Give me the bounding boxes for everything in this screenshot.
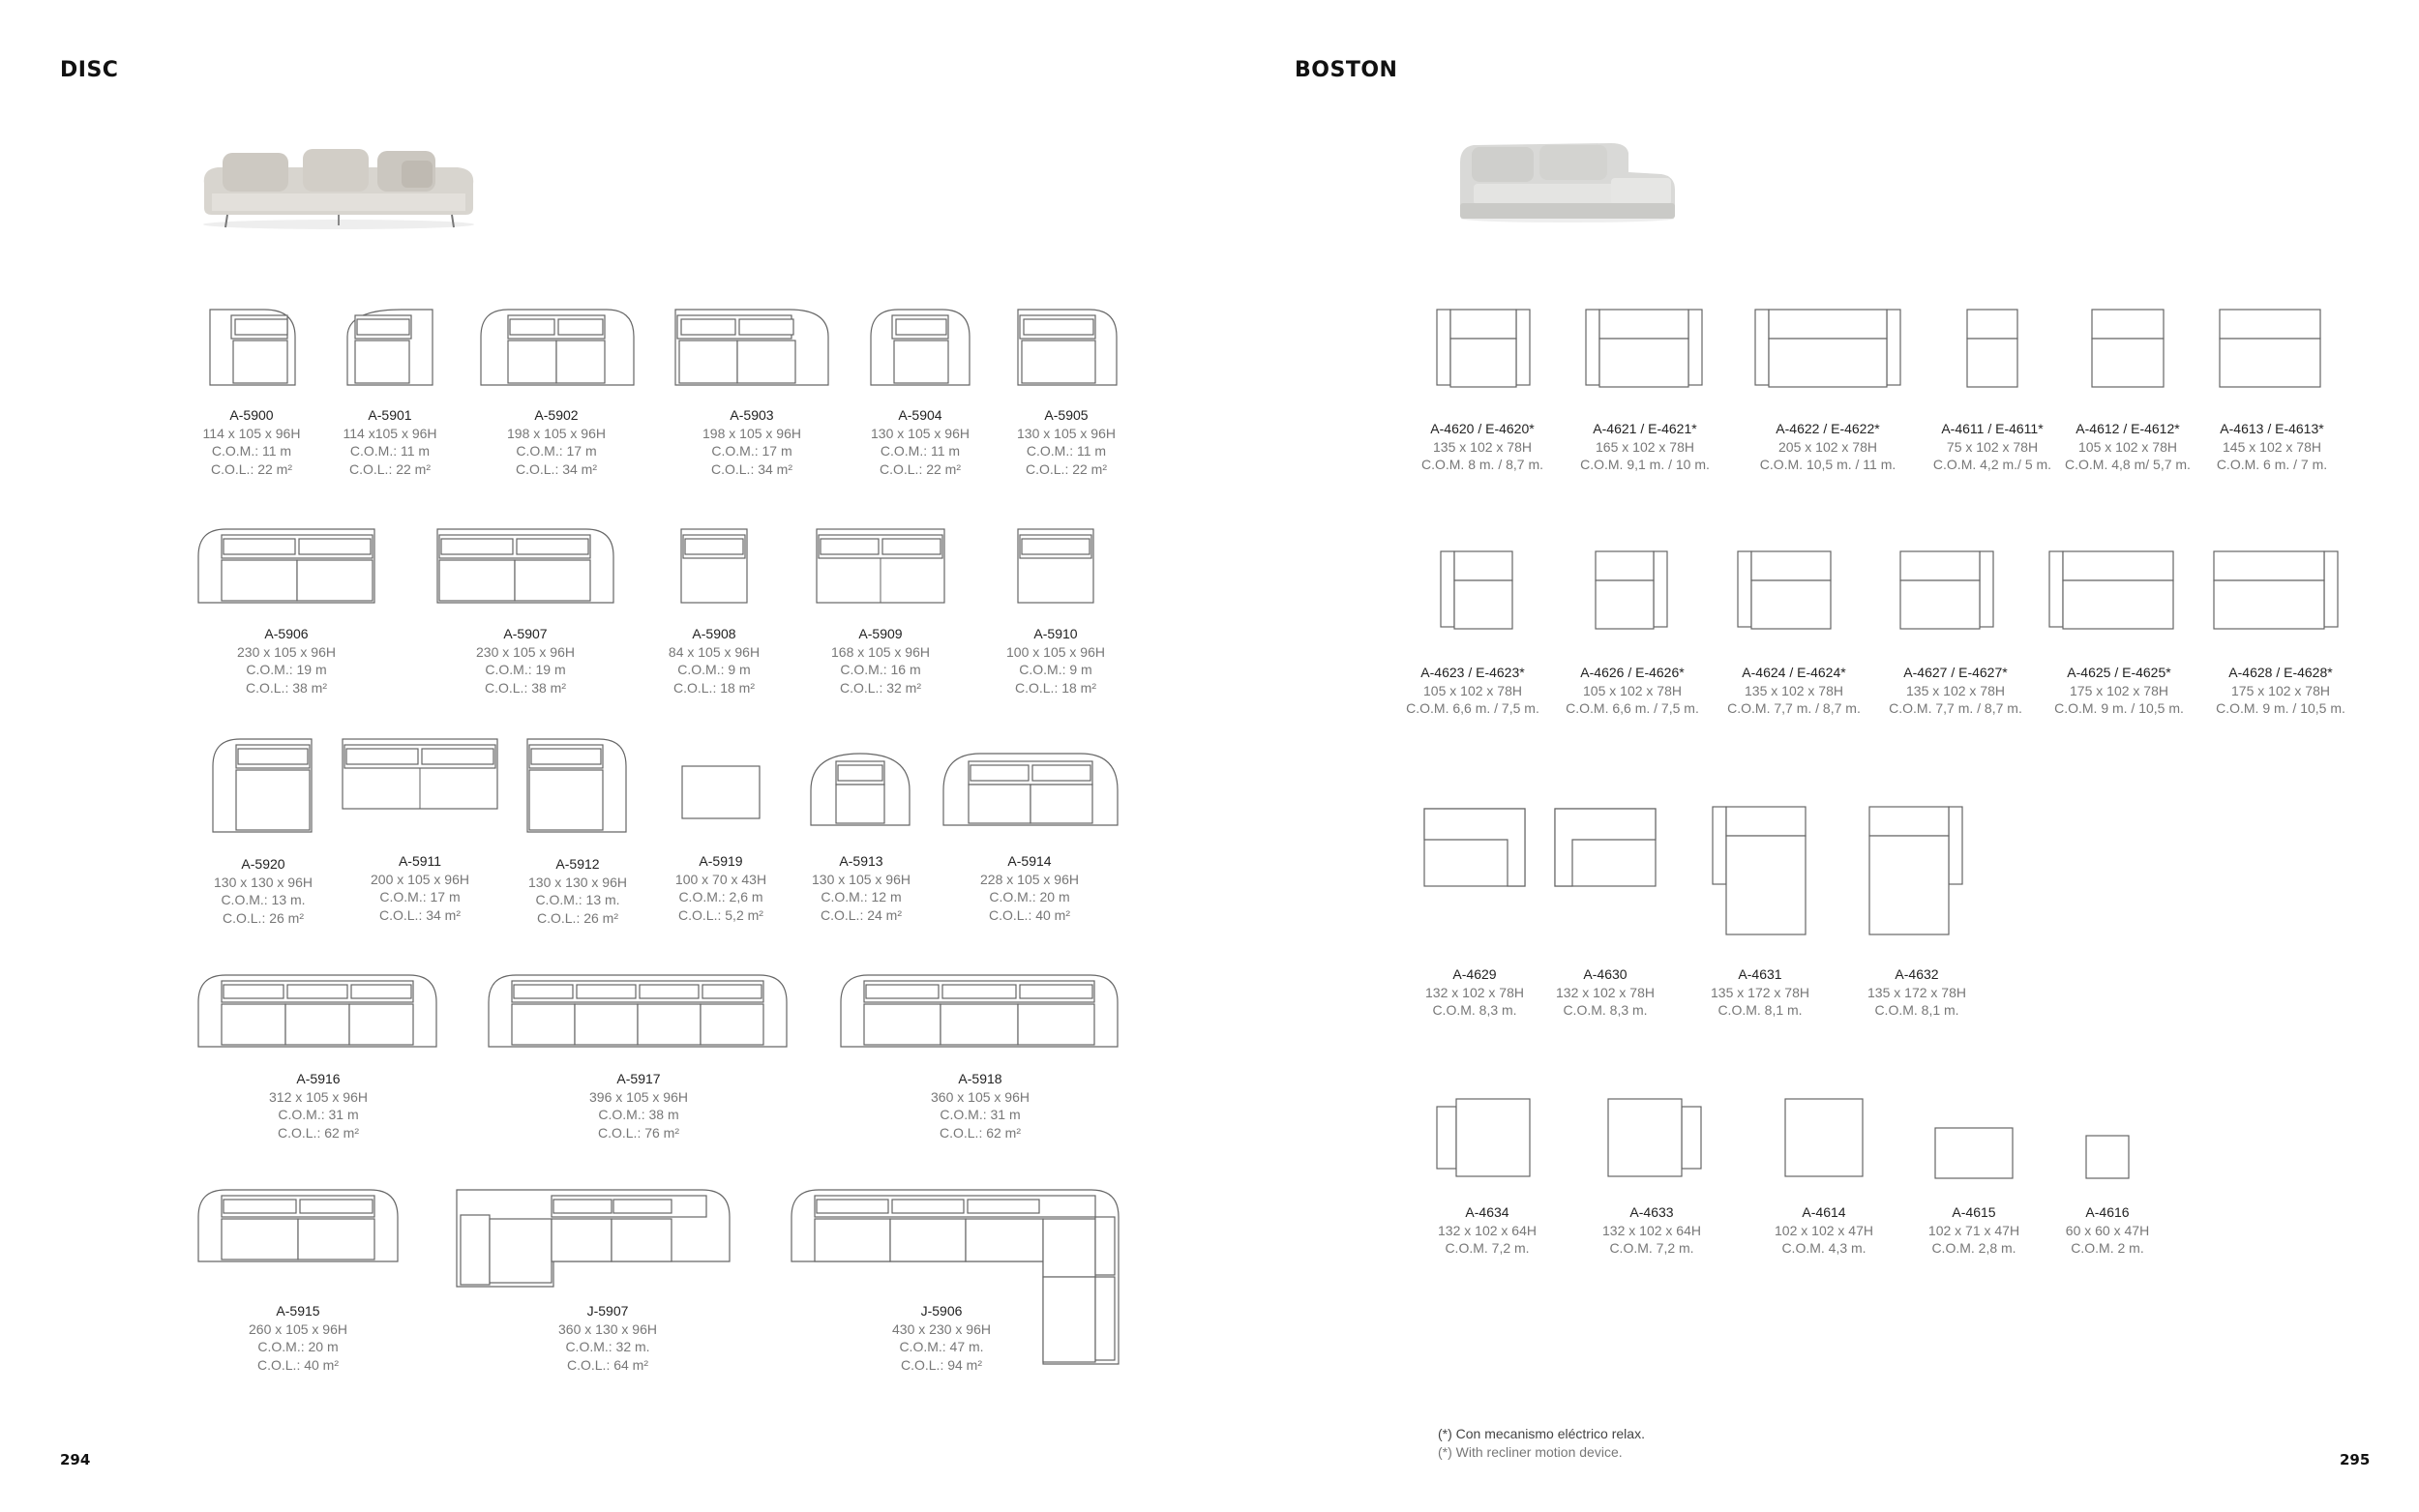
item-code: A-4632 — [1895, 966, 1939, 982]
item-j5907 — [511, 1302, 704, 1374]
item-dims: 105 x 102 x 78H — [1423, 682, 1522, 698]
boston-a4633-drawing — [1606, 1097, 1705, 1180]
item-dims: 200 x 105 x 96H — [371, 871, 469, 887]
item-col: C.O.L.: 94 m² — [900, 1356, 983, 1373]
item-a4632 — [1820, 965, 2014, 1020]
item-code: A-4628 / E-4628* — [2228, 665, 2333, 680]
item-com: C.O.M.: 11 m — [1026, 443, 1107, 459]
disc-a5907-drawing — [435, 527, 615, 605]
item-code: A-4612 / E-4612* — [2076, 421, 2180, 436]
item-code: A-4611 / E-4611* — [1941, 421, 2044, 436]
item-com: C.O.M.: 11 m — [349, 443, 431, 459]
item-code: A-5916 — [296, 1071, 341, 1086]
item-com: C.O.M.: 17 m — [379, 889, 461, 904]
item-code: A-5915 — [276, 1303, 320, 1319]
item-code: A-4631 — [1738, 966, 1782, 982]
boston-a4628-drawing — [2212, 549, 2342, 633]
item-code: A-5906 — [264, 626, 309, 641]
item-com: C.O.M. 8,3 m. — [1563, 1002, 1648, 1018]
boston-a4627-drawing — [1898, 549, 1997, 633]
item-code: A-4622 / E-4622* — [1776, 421, 1880, 436]
boston-a4626-drawing — [1594, 549, 1671, 633]
item-a5913 — [764, 852, 958, 924]
item-com: C.O.M.: 38 m — [598, 1107, 679, 1122]
item-code: A-4624 / E-4624* — [1742, 665, 1846, 680]
item-col: C.O.L.: 26 m² — [536, 909, 619, 926]
item-code: A-4614 — [1802, 1204, 1846, 1220]
item-dims: 132 x 102 x 64H — [1602, 1222, 1701, 1238]
boston-a4611-drawing — [1965, 308, 2019, 391]
item-com: C.O.M. 9 m. / 10,5 m. — [2216, 700, 2345, 716]
item-col: C.O.L.: 32 m² — [839, 679, 922, 696]
item-dims: 135 x 102 x 78H — [1433, 438, 1532, 455]
item-a5907 — [429, 625, 622, 697]
item-code: A-5904 — [898, 407, 942, 423]
disc-a5901-drawing — [345, 308, 434, 387]
boston-a4621-drawing — [1584, 308, 1704, 391]
disc-a5906-drawing — [196, 527, 376, 605]
item-col: C.O.L.: 40 m² — [988, 906, 1071, 923]
item-dims: 105 x 102 x 78H — [2078, 438, 2177, 455]
item-code: A-5909 — [858, 626, 903, 641]
item-a5905 — [970, 406, 1163, 478]
disc-j5907-drawing — [455, 1188, 732, 1289]
item-col: C.O.L.: 22 m² — [210, 460, 293, 477]
item-com: C.O.M.: 20 m — [989, 889, 1070, 904]
item-com: C.O.M. 2,8 m. — [1931, 1240, 2016, 1256]
item-dims: 175 x 102 x 78H — [2231, 682, 2330, 698]
item-dims: 132 x 102 x 64H — [1438, 1222, 1537, 1238]
item-col: C.O.L.: 40 m² — [256, 1356, 340, 1373]
disc-a5915-drawing — [196, 1188, 400, 1263]
item-code: A-4621 / E-4621* — [1593, 421, 1697, 436]
disc-a5919-drawing — [680, 764, 762, 820]
item-dims: 175 x 102 x 78H — [2070, 682, 2168, 698]
item-col: C.O.L.: 34 m² — [710, 460, 793, 477]
item-code: A-5903 — [730, 407, 774, 423]
item-code: J-5906 — [920, 1303, 963, 1319]
disc-a5909-drawing — [815, 527, 946, 605]
item-code: A-4620 / E-4620* — [1430, 421, 1535, 436]
item-col: C.O.L.: 76 m² — [597, 1124, 680, 1141]
item-dims: 165 x 102 x 78H — [1596, 438, 1694, 455]
item-code: A-4634 — [1465, 1204, 1509, 1220]
item-com: C.O.M.: 20 m — [257, 1339, 339, 1354]
boston-a4616-drawing — [2084, 1134, 2131, 1180]
item-dims: 228 x 105 x 96H — [980, 871, 1079, 887]
item-dims: 135 x 102 x 78H — [1745, 682, 1843, 698]
boston-a4614-drawing — [1783, 1097, 1865, 1180]
item-code: A-5910 — [1033, 626, 1078, 641]
boston-a4623-drawing — [1439, 549, 1516, 633]
item-com: C.O.M.: 17 m — [516, 443, 597, 459]
disc-sofa-photo — [198, 135, 479, 232]
item-com: C.O.M. 6,6 m. / 7,5 m. — [1566, 700, 1699, 716]
page-title-boston: BOSTON — [1295, 58, 1398, 82]
item-a5918 — [883, 1070, 1077, 1141]
item-a5902 — [460, 406, 653, 478]
item-a5914 — [933, 852, 1126, 924]
item-code: A-5920 — [241, 856, 285, 872]
disc-a5914-drawing — [941, 752, 1120, 827]
boston-a4625-drawing — [2047, 549, 2177, 633]
item-dims: 130 x 105 x 96H — [812, 871, 911, 887]
item-col: C.O.L.: 22 m² — [879, 460, 962, 477]
disc-a5916-drawing — [196, 973, 438, 1049]
item-com: C.O.M. 7,7 m. / 8,7 m. — [1727, 700, 1861, 716]
item-col: C.O.L.: 22 m² — [1025, 460, 1108, 477]
item-col: C.O.L.: 24 m² — [820, 906, 903, 923]
item-dims: 84 x 105 x 96H — [668, 643, 761, 660]
item-a5910 — [959, 625, 1152, 697]
item-com: C.O.M.: 17 m — [711, 443, 792, 459]
item-code: A-5911 — [398, 853, 442, 869]
item-com: C.O.M. 8,1 m. — [1717, 1002, 1803, 1018]
disc-a5913-drawing — [809, 752, 911, 827]
item-com: C.O.M. 8 m. / 8,7 m. — [1420, 457, 1544, 472]
item-com: C.O.M.: 12 m — [821, 889, 902, 904]
disc-a5918-drawing — [839, 973, 1120, 1049]
disc-a5902-drawing — [479, 308, 636, 387]
item-com: C.O.M. 6 m. / 7 m. — [2216, 457, 2328, 472]
disc-a5905-drawing — [1016, 308, 1119, 387]
item-col: C.O.L.: 64 m² — [566, 1356, 649, 1373]
item-com: C.O.M. 4,8 m/ 5,7 m. — [2065, 457, 2191, 472]
item-com: C.O.M. 10,5 m. / 11 m. — [1759, 457, 1896, 472]
item-col: C.O.L.: 18 m² — [672, 679, 756, 696]
boston-sofa-photo — [1456, 133, 1679, 224]
item-col: C.O.L.: 38 m² — [245, 679, 328, 696]
item-code: A-5919 — [699, 853, 743, 869]
item-code: A-5908 — [692, 626, 736, 641]
disc-a5910-drawing — [1016, 527, 1095, 605]
item-dims: 130 x 105 x 96H — [871, 425, 970, 441]
item-dims: 396 x 105 x 96H — [589, 1088, 688, 1105]
item-code: A-5914 — [1007, 853, 1052, 869]
item-dims: 105 x 102 x 78H — [1583, 682, 1682, 698]
item-com: C.O.M.: 47 m. — [899, 1339, 984, 1354]
item-code: A-4625 / E-4625* — [2067, 665, 2171, 680]
item-code: A-4630 — [1583, 966, 1628, 982]
item-dims: 100 x 105 x 96H — [1006, 643, 1105, 660]
item-code: A-5902 — [534, 407, 579, 423]
item-com: C.O.M.: 11 m — [880, 443, 961, 459]
item-dims: 168 x 105 x 96H — [831, 643, 930, 660]
item-com: C.O.M.: 19 m — [246, 662, 327, 677]
boston-a4612-drawing — [2090, 308, 2165, 391]
item-a4613 — [2175, 420, 2369, 474]
item-dims: 60 x 60 x 47H — [2065, 1222, 2150, 1238]
item-dims: 260 x 105 x 96H — [249, 1320, 347, 1337]
item-dims: 135 x 172 x 78H — [1711, 984, 1809, 1000]
item-com: C.O.M.: 9 m — [1019, 662, 1092, 677]
item-col: C.O.L.: 22 m² — [348, 460, 432, 477]
item-col: C.O.L.: 5,2 m² — [678, 906, 763, 923]
boston-a4631-drawing — [1711, 805, 1809, 938]
item-code: A-5912 — [555, 856, 600, 872]
item-com: C.O.M.: 13 m. — [221, 892, 306, 907]
item-dims: 132 x 102 x 78H — [1556, 984, 1655, 1000]
item-com: C.O.M.: 31 m — [278, 1107, 359, 1122]
boston-a4630-drawing — [1553, 807, 1657, 890]
item-com: C.O.M. 8,3 m. — [1432, 1002, 1517, 1018]
item-dims: 114 x 105 x 96H — [202, 425, 301, 441]
item-col: C.O.L.: 62 m² — [277, 1124, 360, 1141]
item-dims: 100 x 70 x 43H — [674, 871, 767, 887]
item-code: A-5917 — [616, 1071, 661, 1086]
item-com: C.O.M. 9 m. / 10,5 m. — [2054, 700, 2184, 716]
item-col: C.O.L.: 34 m² — [378, 906, 462, 923]
item-a4628 — [2184, 664, 2377, 718]
item-a5915 — [201, 1302, 395, 1374]
item-col: C.O.L.: 38 m² — [484, 679, 567, 696]
item-a5903 — [655, 406, 849, 478]
item-com: C.O.M. 8,1 m. — [1874, 1002, 1959, 1018]
item-dims: 312 x 105 x 96H — [269, 1088, 368, 1105]
item-dims: 130 x 130 x 96H — [528, 874, 627, 890]
item-dims: 145 x 102 x 78H — [2223, 438, 2321, 455]
item-code: A-5901 — [368, 407, 412, 423]
item-dims: 360 x 105 x 96H — [931, 1088, 1030, 1105]
item-dims: 135 x 172 x 78H — [1867, 984, 1966, 1000]
item-com: C.O.M.: 9 m — [677, 662, 751, 677]
item-dims: 360 x 130 x 96H — [558, 1320, 657, 1337]
boston-a4622-drawing — [1753, 308, 1902, 391]
item-com: C.O.M. 7,7 m. / 8,7 m. — [1889, 700, 2022, 716]
item-a4633 — [1555, 1203, 1748, 1258]
item-com: C.O.M. 2 m. — [2071, 1240, 2144, 1256]
boston-a4615-drawing — [1933, 1126, 2015, 1180]
item-a5906 — [190, 625, 383, 697]
item-dims: 130 x 130 x 96H — [214, 874, 313, 890]
item-dims: 230 x 105 x 96H — [237, 643, 336, 660]
item-code: A-4629 — [1452, 966, 1497, 982]
footnote-english: (*) With recliner motion device. — [1438, 1444, 1623, 1460]
item-code: A-4626 / E-4626* — [1580, 665, 1685, 680]
item-dims: 198 x 105 x 96H — [702, 425, 801, 441]
item-code: A-4613 / E-4613* — [2220, 421, 2324, 436]
footnote-spanish: (*) Con mecanismo eléctrico relax. — [1438, 1426, 1645, 1441]
boston-a4624-drawing — [1736, 549, 1835, 633]
item-dims: 135 x 102 x 78H — [1906, 682, 2005, 698]
item-col: C.O.L.: 18 m² — [1014, 679, 1097, 696]
item-com: C.O.M.: 31 m — [940, 1107, 1021, 1122]
item-col: C.O.L.: 62 m² — [939, 1124, 1022, 1141]
disc-a5917-drawing — [487, 973, 789, 1049]
item-a5909 — [784, 625, 977, 697]
item-a5901 — [293, 406, 487, 478]
item-col: C.O.L.: 26 m² — [222, 909, 305, 926]
item-com: C.O.M. 7,2 m. — [1445, 1240, 1530, 1256]
item-com: C.O.M.: 16 m — [840, 662, 921, 677]
page-title-disc: DISC — [60, 58, 119, 82]
boston-a4613-drawing — [2218, 308, 2322, 391]
item-dims: 205 x 102 x 78H — [1778, 438, 1877, 455]
item-dims: 430 x 230 x 96H — [892, 1320, 991, 1337]
item-code: A-4623 / E-4623* — [1420, 665, 1525, 680]
item-com: C.O.M. 9,1 m. / 10 m. — [1580, 457, 1710, 472]
item-code: A-4633 — [1629, 1204, 1674, 1220]
item-com: C.O.M.: 32 m. — [565, 1339, 650, 1354]
item-dims: 132 x 102 x 78H — [1425, 984, 1524, 1000]
item-com: C.O.M.: 11 m — [211, 443, 292, 459]
disc-a5900-drawing — [208, 308, 297, 387]
item-com: C.O.M. 4,2 m./ 5 m. — [1932, 457, 2052, 472]
page-number-right: 295 — [2340, 1451, 2371, 1468]
item-dims: 230 x 105 x 96H — [476, 643, 575, 660]
boston-a4634-drawing — [1435, 1097, 1534, 1180]
disc-a5904-drawing — [869, 308, 971, 387]
item-code: J-5907 — [586, 1303, 629, 1319]
item-code: A-5905 — [1044, 407, 1089, 423]
item-code: A-4627 / E-4627* — [1903, 665, 2008, 680]
boston-a4629-drawing — [1422, 807, 1527, 890]
item-com: C.O.M. 4,3 m. — [1781, 1240, 1867, 1256]
item-code: A-5918 — [958, 1071, 1002, 1086]
item-dims: 114 x105 x 96H — [343, 425, 437, 441]
item-a5916 — [222, 1070, 415, 1141]
disc-a5908-drawing — [679, 527, 749, 605]
item-com: C.O.M.: 19 m — [485, 662, 566, 677]
page-number-left: 294 — [60, 1451, 91, 1468]
item-code: A-5907 — [503, 626, 548, 641]
item-a5917 — [542, 1070, 735, 1141]
disc-a5903-drawing — [673, 308, 830, 387]
disc-a5911-drawing — [341, 737, 499, 811]
item-com: C.O.M. 6,6 m. / 7,5 m. — [1406, 700, 1539, 716]
item-a5908 — [617, 625, 811, 697]
item-dims: 102 x 71 x 47H — [1927, 1222, 2020, 1238]
item-dims: 130 x 105 x 96H — [1017, 425, 1116, 441]
item-com: C.O.M. 7,2 m. — [1609, 1240, 1694, 1256]
item-a4616 — [2011, 1203, 2204, 1258]
item-code: A-4616 — [2085, 1204, 2130, 1220]
item-dims: 102 x 102 x 47H — [1775, 1222, 1873, 1238]
item-col: C.O.L.: 34 m² — [515, 460, 598, 477]
disc-a5912-drawing — [525, 737, 630, 834]
item-com: C.O.M.: 13 m. — [535, 892, 620, 907]
disc-a5920-drawing — [211, 737, 315, 834]
item-com: C.O.M.: 2,6 m — [678, 889, 763, 904]
item-code: A-5913 — [839, 853, 883, 869]
item-dims: 198 x 105 x 96H — [507, 425, 606, 441]
item-j5906 — [845, 1302, 1038, 1374]
item-dims: 75 x 102 x 78H — [1946, 438, 2039, 455]
item-code: A-4615 — [1952, 1204, 1996, 1220]
item-code: A-5900 — [229, 407, 274, 423]
boston-a4632-drawing — [1867, 805, 1966, 938]
item-a4621 — [1548, 420, 1742, 474]
boston-a4620-drawing — [1435, 308, 1532, 391]
